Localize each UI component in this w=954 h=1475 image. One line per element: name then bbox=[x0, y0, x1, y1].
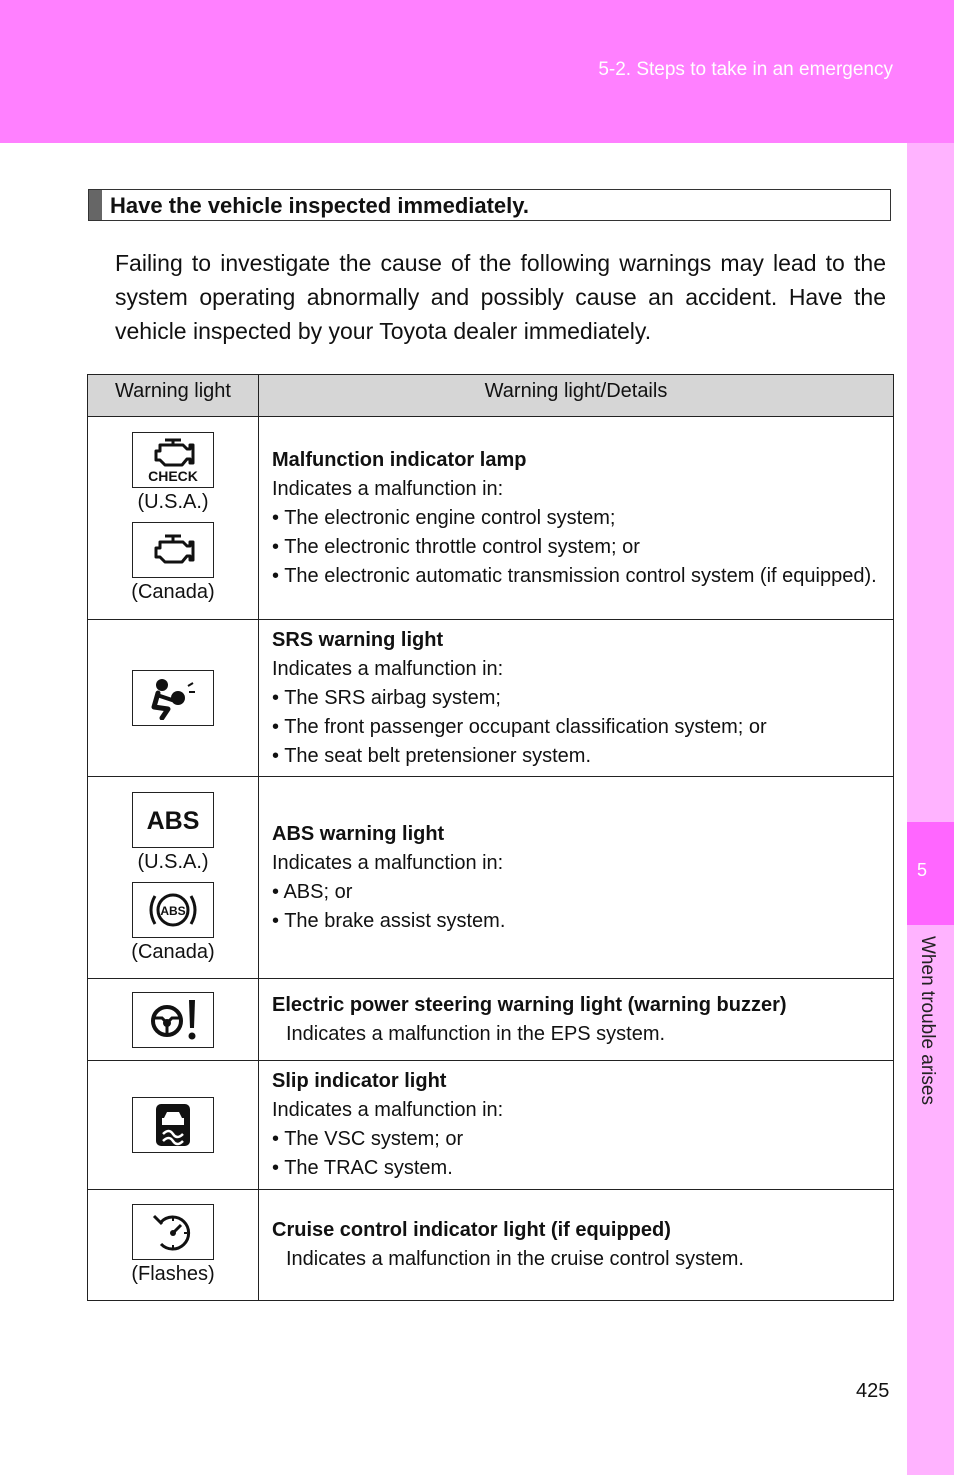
detail-intro: Indicates a malfunction in: bbox=[272, 851, 504, 874]
detail-item: • The seat belt pretensioner system. bbox=[272, 744, 592, 767]
warning-lights-table bbox=[87, 374, 894, 1301]
header-band bbox=[0, 0, 954, 143]
table-row bbox=[88, 1190, 894, 1301]
warning-light-cell bbox=[88, 620, 259, 777]
detail-cell bbox=[259, 1190, 894, 1301]
region-label: (U.S.A.) bbox=[137, 850, 209, 873]
table-row bbox=[88, 1061, 894, 1190]
region-label: (Flashes) bbox=[131, 1263, 215, 1285]
section-breadcrumb: 5-2. Steps to take in an emergency bbox=[598, 59, 893, 80]
table-row bbox=[88, 777, 894, 979]
column-header-warning-light: Warning light bbox=[88, 375, 259, 417]
detail-cell bbox=[259, 979, 894, 1061]
detail-intro: Indicates a malfunction in: bbox=[272, 657, 504, 680]
detail-item: • The electronic engine control system; bbox=[272, 506, 616, 529]
chapter-label: When trouble arises bbox=[917, 936, 938, 1105]
warning-light-cell bbox=[88, 417, 259, 620]
abs-text-icon bbox=[132, 792, 214, 848]
steering-wheel-warning-icon bbox=[132, 992, 214, 1048]
detail-item: • The TRAC system. bbox=[272, 1157, 453, 1179]
region-label: (Canada) bbox=[131, 940, 215, 963]
warning-light-cell bbox=[88, 777, 259, 979]
table-row bbox=[88, 417, 894, 620]
region-label: (Canada) bbox=[131, 581, 215, 603]
table-row bbox=[88, 620, 894, 777]
svg-text:ABS: ABS bbox=[160, 903, 186, 918]
abs-circle-icon bbox=[132, 882, 214, 938]
detail-title: Slip indicator light bbox=[272, 1070, 447, 1092]
svg-text:CHECK: CHECK bbox=[148, 468, 198, 484]
detail-cell bbox=[259, 1061, 894, 1190]
detail-item: • ABS; or bbox=[272, 880, 353, 903]
heading-marker bbox=[89, 190, 102, 220]
detail-item: • The VSC system; or bbox=[272, 1128, 464, 1150]
table-header-row bbox=[88, 375, 894, 417]
detail-body: Indicates a malfunction in the EPS system. bbox=[286, 1022, 666, 1045]
column-header-details: Warning light/Details bbox=[259, 375, 894, 417]
detail-title: Malfunction indicator lamp bbox=[272, 448, 527, 471]
detail-title: SRS warning light bbox=[272, 628, 444, 651]
detail-title: ABS warning light bbox=[272, 822, 445, 845]
side-tab bbox=[907, 143, 954, 1475]
detail-intro: Indicates a malfunction in: bbox=[272, 1099, 504, 1121]
slip-indicator-icon bbox=[132, 1097, 214, 1153]
intro-paragraph: Failing to investigate the cause of the following warnings may lead to the system operating abnormally and possibly cause an accident. Have the vehicle inspected by your Toyota dealer immediately. bbox=[115, 250, 886, 344]
detail-item: • The electronic throttle control system; or bbox=[272, 535, 640, 558]
table-row bbox=[88, 979, 894, 1061]
page-number: 425 bbox=[856, 1380, 890, 1402]
check-engine-icon bbox=[132, 432, 214, 488]
section-heading bbox=[88, 189, 891, 221]
detail-item: • The SRS airbag system; bbox=[272, 686, 501, 709]
srs-airbag-icon bbox=[132, 670, 214, 726]
chapter-number-box bbox=[907, 822, 954, 925]
svg-text:ABS: ABS bbox=[146, 806, 200, 835]
engine-icon bbox=[132, 522, 214, 578]
detail-item: • The front passenger occupant classification system; or bbox=[272, 715, 767, 738]
detail-cell bbox=[259, 417, 894, 620]
region-label: (U.S.A.) bbox=[137, 491, 209, 513]
detail-intro: Indicates a malfunction in: bbox=[272, 477, 504, 500]
cruise-control-icon bbox=[132, 1204, 214, 1260]
warning-light-cell bbox=[88, 1190, 259, 1301]
detail-cell bbox=[259, 620, 894, 777]
warning-light-cell bbox=[88, 1061, 259, 1190]
detail-item: • The brake assist system. bbox=[272, 909, 506, 932]
chapter-number: 5 bbox=[917, 860, 928, 880]
detail-body: Indicates a malfunction in the cruise control system. bbox=[286, 1248, 744, 1270]
warning-light-cell bbox=[88, 979, 259, 1061]
detail-cell bbox=[259, 777, 894, 979]
detail-title: Cruise control indicator light (if equipped) bbox=[272, 1219, 671, 1241]
detail-item: • The electronic automatic transmission control system (if equipped). bbox=[272, 564, 877, 587]
section-heading-text: Have the vehicle inspected immediately. bbox=[110, 193, 529, 218]
detail-title: Electric power steering warning light (warning buzzer) bbox=[272, 993, 787, 1016]
